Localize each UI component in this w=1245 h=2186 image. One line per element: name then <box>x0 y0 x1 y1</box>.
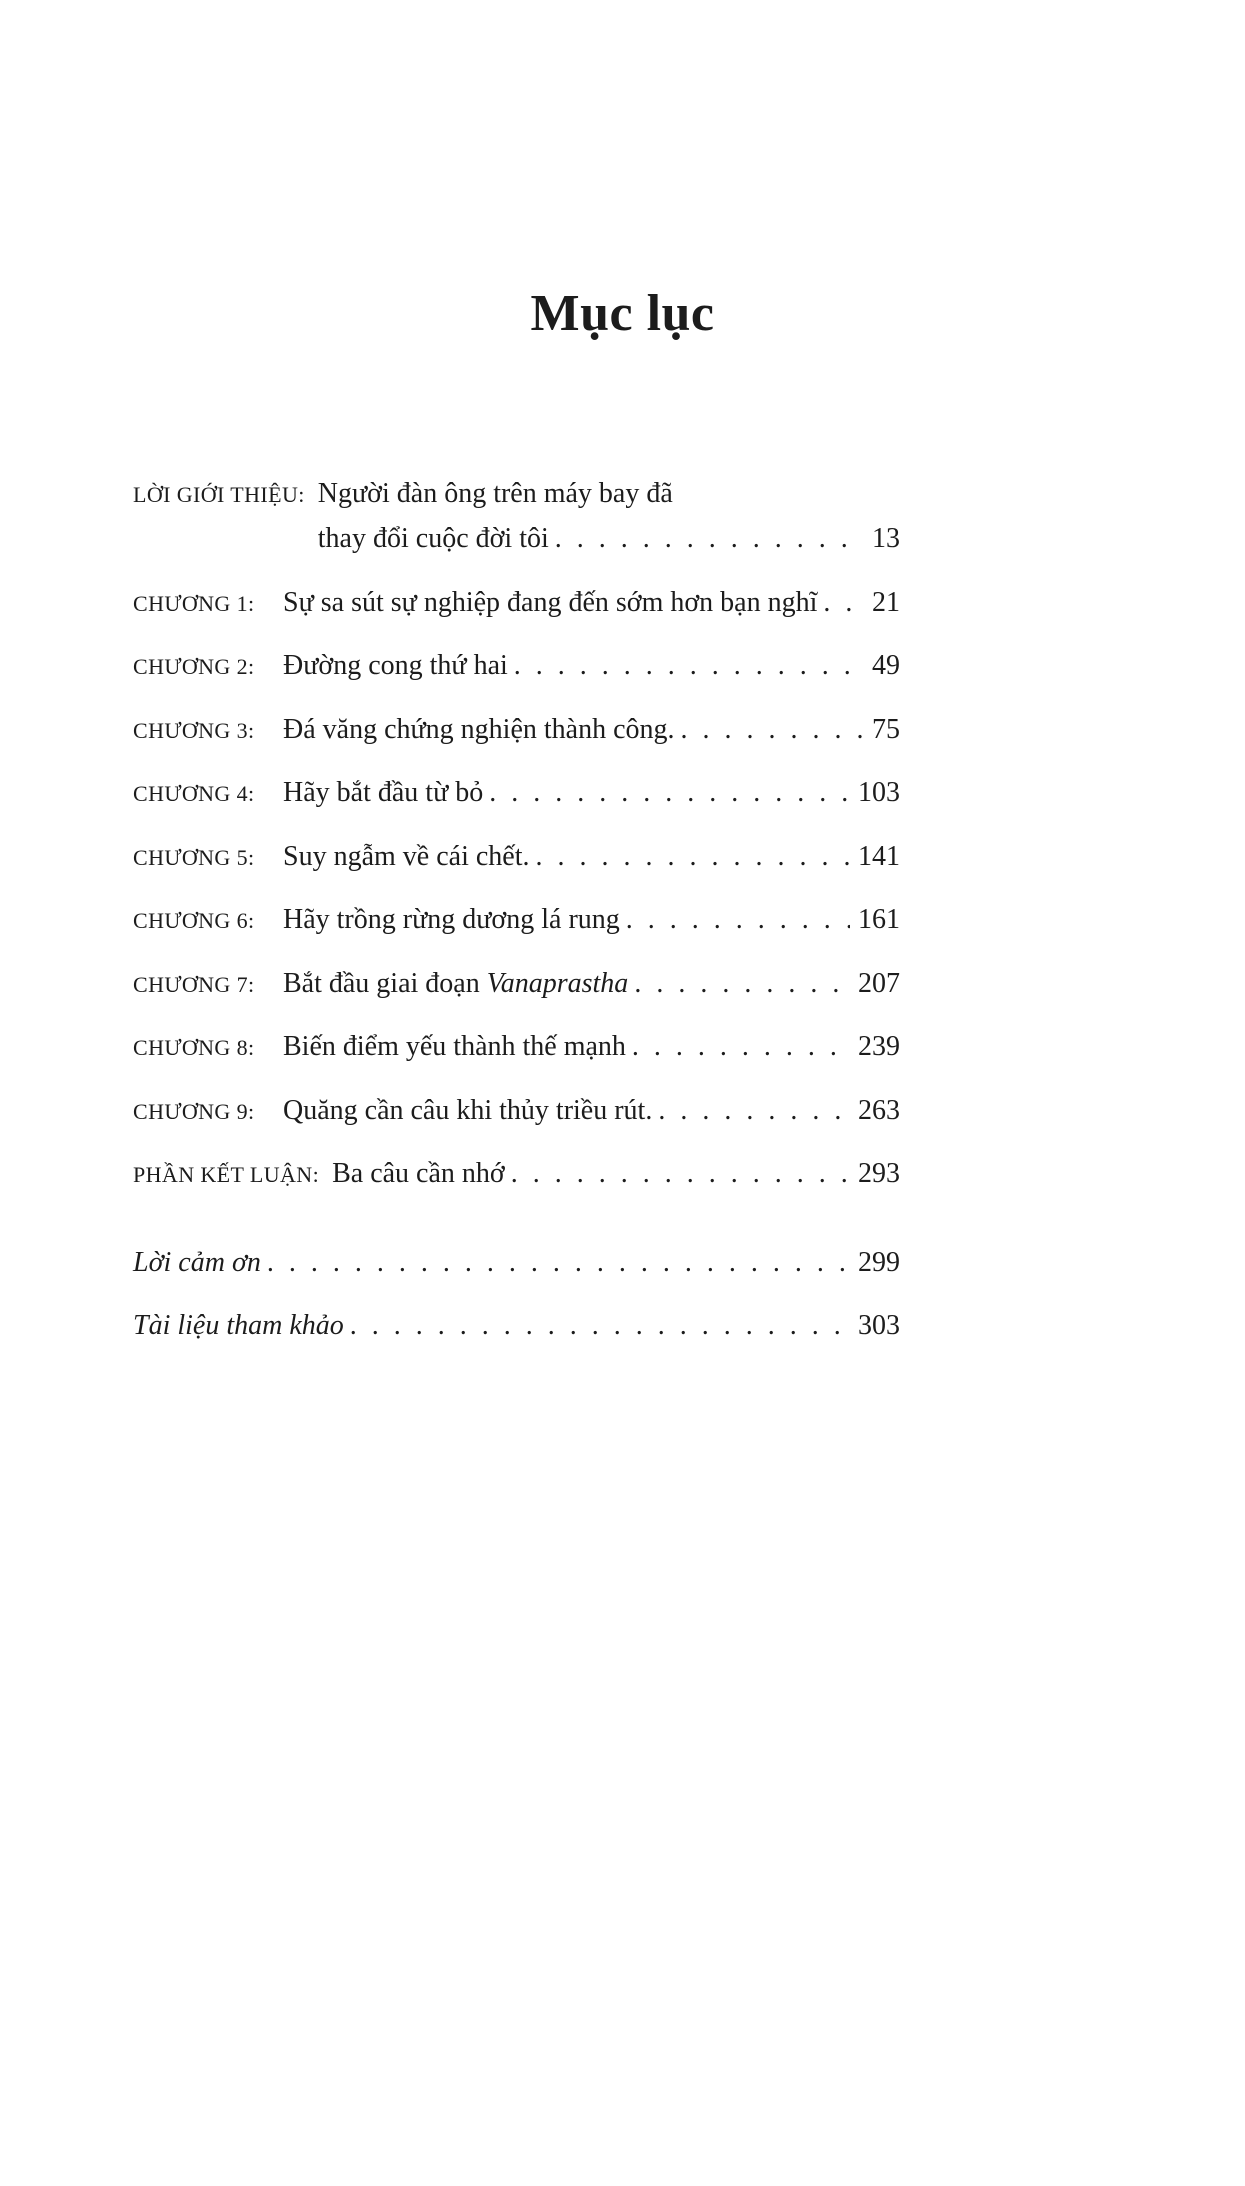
entry-label: CHƯƠNG 8: <box>133 1035 255 1061</box>
dot-leader <box>823 587 864 619</box>
entry-label: CHƯƠNG 7: <box>133 971 255 997</box>
entry-title: Biến điểm yếu thành thế mạnh <box>283 1031 626 1063</box>
toc-entry-chapter-8 <box>133 1031 900 1063</box>
entry-page-number: 13 <box>872 523 900 555</box>
entry-page-number: 299 <box>858 1246 900 1278</box>
toc-entry-chapter-3 <box>133 714 900 746</box>
entry-page-number: 21 <box>872 586 900 618</box>
toc-entry-chapter-5 <box>133 841 900 873</box>
entry-title-text: Bắt đầu giai đoạn <box>283 967 487 999</box>
entry-label: CHƯƠNG 1: <box>133 590 255 616</box>
dot-leader <box>632 1031 850 1063</box>
toc-entry-references <box>133 1310 900 1342</box>
entry-label: CHƯƠNG 4: <box>133 781 255 807</box>
toc-entry-chapter-7 <box>133 968 900 1000</box>
entry-title: Đá văng chứng nghiện thành công. <box>283 713 675 745</box>
entry-title: Đường cong thứ hai <box>283 650 508 682</box>
entry-title: Lời cảm ơn <box>133 1246 261 1278</box>
dot-leader <box>634 968 850 1000</box>
entry-label: LỜI GIỚI THIỆU: <box>133 482 305 507</box>
toc-list <box>133 478 900 1343</box>
entry-label: CHƯƠNG 6: <box>133 908 255 934</box>
entry-title-continued: thay đổi cuộc đời tôi <box>317 523 549 555</box>
entry-title <box>283 968 628 1000</box>
toc-entry-chapter-2 <box>133 650 900 682</box>
dot-leader <box>535 841 850 873</box>
entry-page-number: 75 <box>872 713 900 745</box>
dot-leader <box>514 650 864 682</box>
toc-entry-conclusion <box>133 1158 900 1190</box>
entry-page-number: 239 <box>858 1031 900 1063</box>
entry-title: Suy ngẫm về cái chết. <box>283 840 530 872</box>
entry-title: Quăng cần câu khi thủy triều rút. <box>283 1094 653 1126</box>
entry-title-line2-row <box>318 523 900 555</box>
entry-label: PHẦN KẾT LUẬN: <box>133 1162 320 1188</box>
entry-page-number: 263 <box>858 1094 900 1126</box>
entry-label: CHƯƠNG 5: <box>133 844 255 870</box>
dot-leader <box>350 1310 850 1342</box>
toc-entry-chapter-6 <box>133 904 900 936</box>
entry-title: Sự sa sút sự nghiệp đang đến sớm hơn bạn nghĩ <box>283 586 818 618</box>
toc-entry-chapter-4 <box>133 777 900 809</box>
entry-page-number: 207 <box>858 967 900 999</box>
page-title: Mục lục <box>530 285 715 342</box>
dot-leader <box>658 1095 850 1127</box>
toc-entry-chapter-9 <box>133 1095 900 1127</box>
entry-title: Hãy trồng rừng dương lá rung <box>283 904 620 936</box>
toc-entry-acknowledgements <box>133 1247 900 1279</box>
entry-title: Tài liệu tham khảo <box>133 1310 344 1342</box>
dot-leader <box>511 1158 850 1190</box>
entry-label: CHƯƠNG 2: <box>133 654 255 680</box>
dot-leader <box>489 777 850 809</box>
entry-title: Ba câu cần nhớ <box>332 1158 505 1190</box>
dot-leader <box>555 523 864 555</box>
entry-title-italic-term: Vanaprastha <box>486 967 629 999</box>
entry-page-number: 103 <box>858 777 900 809</box>
entry-page-number: 293 <box>858 1158 900 1190</box>
dot-leader <box>267 1247 850 1279</box>
toc-back-matter <box>133 1247 900 1343</box>
entry-page-number: 141 <box>858 840 900 872</box>
entry-page-number: 49 <box>872 650 900 682</box>
entry-page-number: 161 <box>858 904 900 936</box>
entry-title: Hãy bắt đầu từ bỏ <box>283 777 484 809</box>
entry-label: CHƯƠNG 3: <box>133 717 255 743</box>
toc-entry-introduction <box>133 478 900 556</box>
entry-page-number: 303 <box>858 1310 900 1342</box>
entry-title-block <box>318 478 900 556</box>
toc-entry-chapter-1 <box>133 587 900 619</box>
dot-leader <box>681 714 864 746</box>
entry-label: CHƯƠNG 9: <box>133 1098 255 1124</box>
dot-leader <box>626 904 850 936</box>
entry-title: Người đàn ông trên máy bay đã <box>317 478 673 509</box>
